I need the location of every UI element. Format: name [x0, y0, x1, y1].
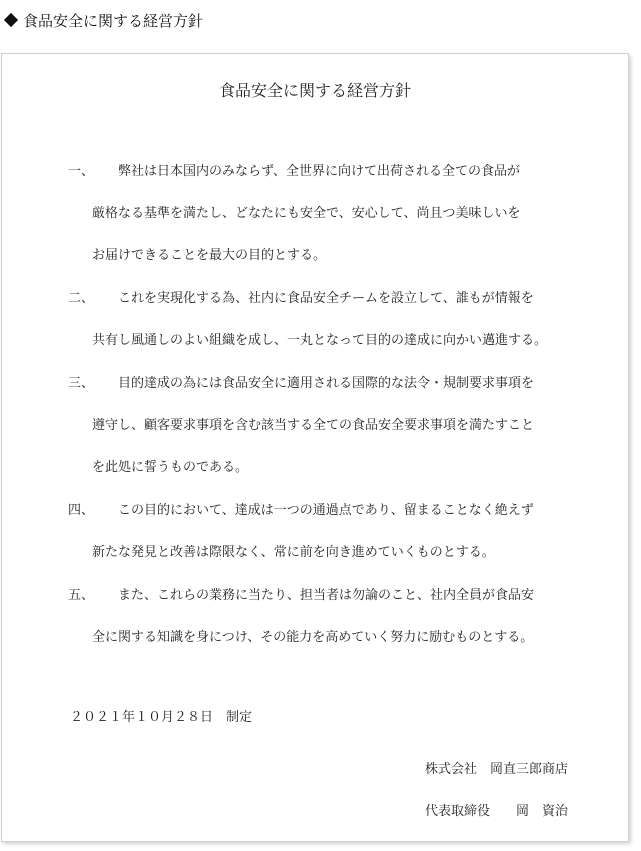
item-line: 新たな発見と改善は際限なく、常に前を向き進めていくものとする。 — [92, 545, 495, 560]
item-line: お届けできることを最大の目的とする。 — [92, 248, 327, 263]
item-line: を此処に誓うものである。 — [92, 460, 249, 475]
policy-item-5 — [68, 575, 588, 659]
item-line: これを実現化する為、社内に食品安全チームを設立して、誰もが情報を — [118, 291, 534, 306]
item-line: この目的において、達成は一つの通過点であり、留まることなく絶えず — [118, 503, 534, 518]
item-number: 五、 — [68, 588, 95, 603]
policy-item-2 — [68, 278, 588, 362]
item-line: 遵守し、顧客要求事項を含む該当する全ての食品安全要求事項を満たすこと — [92, 418, 535, 433]
item-number: 三、 — [68, 376, 95, 391]
diamond-bullet-icon — [4, 13, 18, 27]
section-heading-text: 食品安全に関する経営方針 — [23, 11, 204, 30]
item-number: 四、 — [68, 503, 95, 518]
policy-item-3 — [68, 363, 588, 489]
document-title: 食品安全に関する経営方針 — [218, 81, 411, 100]
enactment-date: ２０２１年１０月２８日 制定 — [70, 710, 253, 725]
policy-item-4 — [68, 490, 588, 574]
item-number: 一、 — [68, 164, 95, 179]
item-number: 二、 — [68, 291, 95, 306]
representative-name: 代表取締役 岡 資治 — [424, 804, 568, 819]
company-name: 株式会社 岡直三郎商店 — [424, 762, 568, 777]
item-line: また、これらの業務に当たり、担当者は勿論のこと、社内全員が食品安 — [118, 588, 535, 603]
item-line: 共有し風通しのよい組織を成し、一丸となって目的の達成に向かい邁進する。 — [92, 333, 548, 348]
item-line: 弊社は日本国内のみならず、全世界に向けて出荷される全ての食品が — [118, 164, 520, 179]
policy-item-1 — [68, 151, 588, 277]
section-heading — [2, 9, 203, 31]
item-line: 全に関する知識を身につけ、その能力を高めていく努力に励むものとする。 — [92, 630, 534, 645]
item-line: 目的達成の為には食品安全に適用される国際的な法令・規制要求事項を — [118, 376, 535, 391]
item-line: 厳格なる基準を満たし、どなたにも安全で、安心して、尚且つ美味しいを — [92, 206, 521, 221]
policy-document — [1, 53, 629, 842]
